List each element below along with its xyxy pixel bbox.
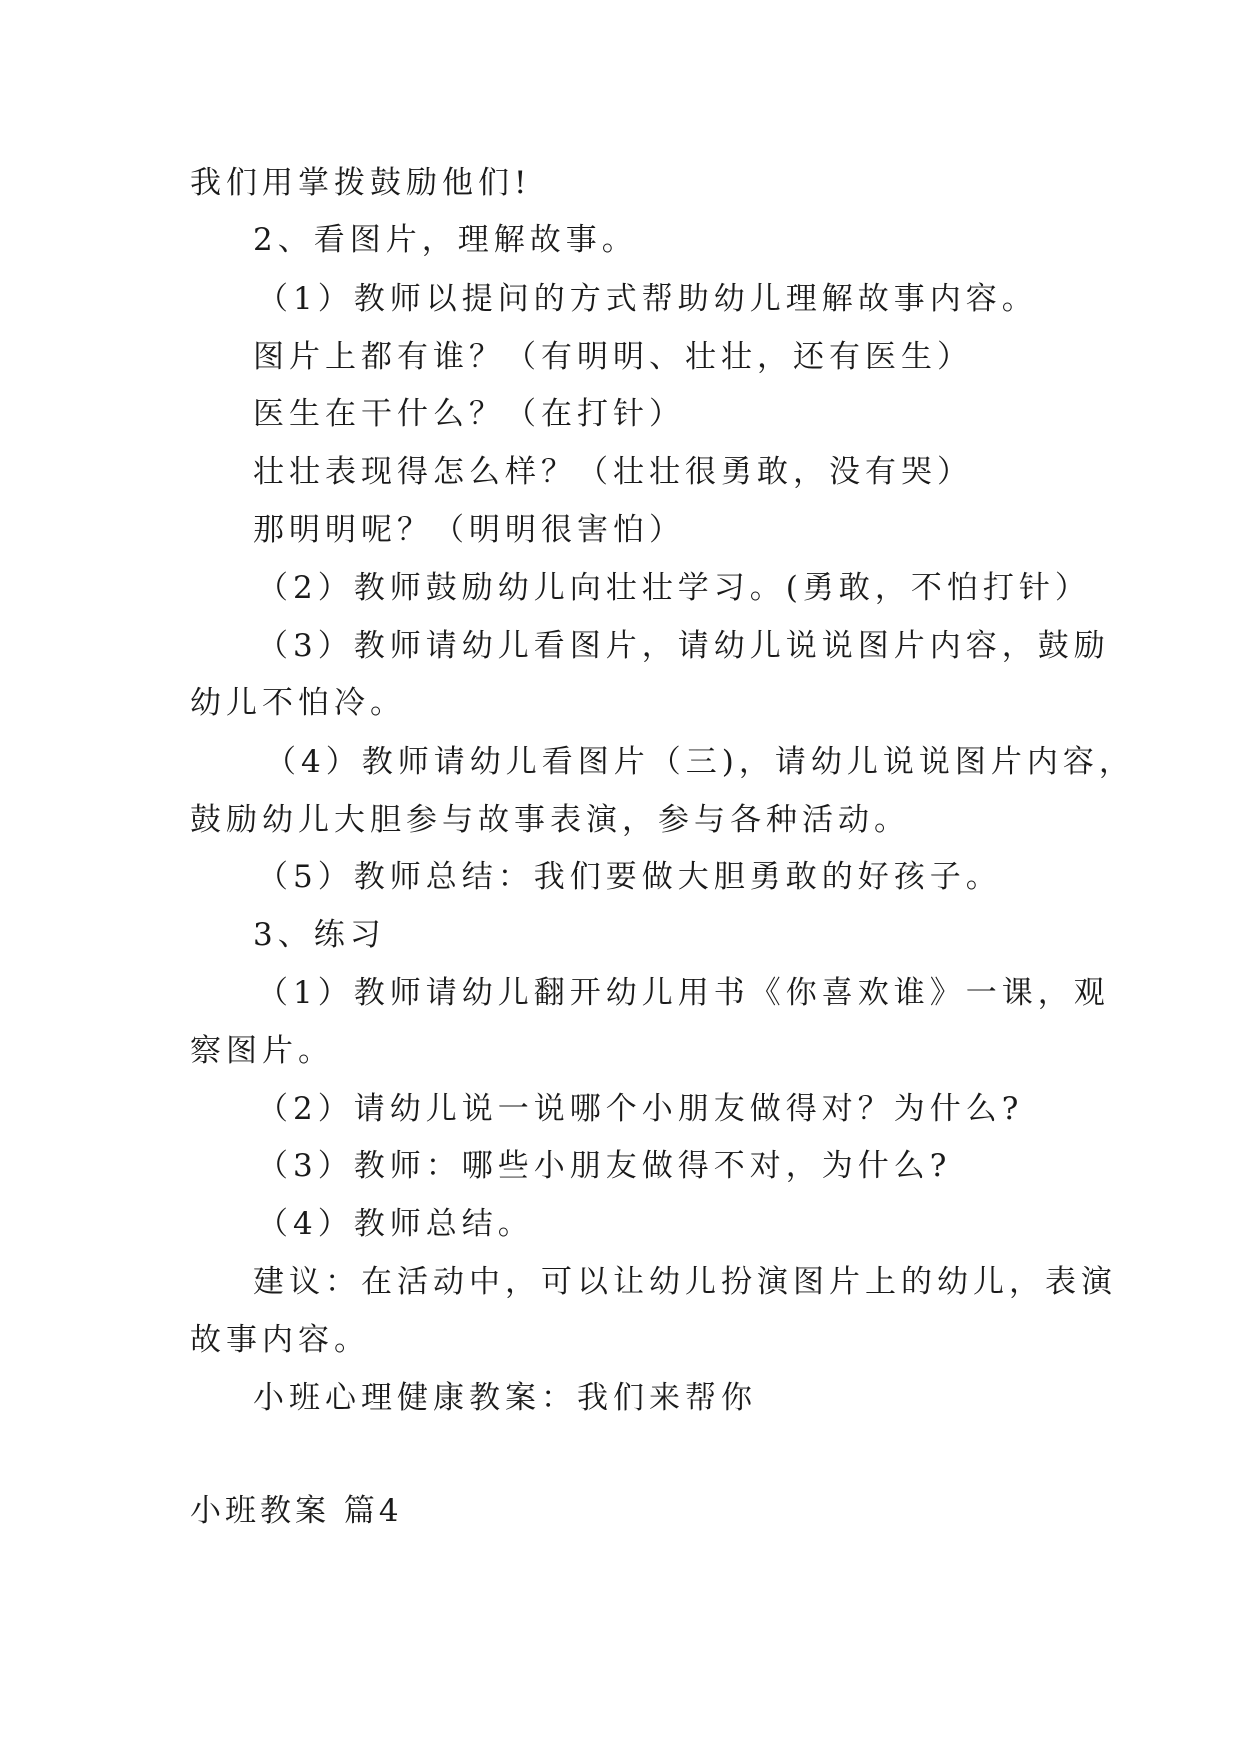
text-line-16: 察图片。 xyxy=(190,1033,334,1069)
section-heading: 小班教案 篇4 xyxy=(190,1493,403,1529)
text-line-5: 医生在干什么？（在打针） xyxy=(253,396,685,432)
text-line-7: 那明明呢？（明明很害怕） xyxy=(253,512,685,548)
text-line-17: （2）请幼儿说一说哪个小朋友做得对？为什么? xyxy=(257,1091,1024,1127)
text-line-21: 故事内容。 xyxy=(190,1322,370,1358)
text-line-9: （3）教师请幼儿看图片，请幼儿说说图片内容，鼓励 xyxy=(257,628,1110,664)
text-line-3: （1）教师以提问的方式帮助幼儿理解故事内容。 xyxy=(257,281,1038,317)
text-line-8: （2）教师鼓励幼儿向壮壮学习。(勇敢，不怕打针） xyxy=(257,570,1091,606)
text-line-2: 2、看图片，理解故事。 xyxy=(253,222,638,258)
text-line-6: 壮壮表现得怎么样？（壮壮很勇敢，没有哭） xyxy=(253,454,973,490)
text-line-11: （4）教师请幼儿看图片（三)，请幼儿说说图片内容， xyxy=(265,744,1135,780)
text-line-12: 鼓励幼儿大胆参与故事表演，参与各种活动。 xyxy=(190,802,910,838)
text-line-20: 建议：在活动中，可以让幼儿扮演图片上的幼儿，表演 xyxy=(253,1264,1117,1300)
text-line-13: （5）教师总结：我们要做大胆勇敢的好孩子。 xyxy=(257,859,1002,895)
text-line-10: 幼儿不怕冷。 xyxy=(190,685,406,721)
text-line-1: 我们用掌拨鼓励他们! xyxy=(190,165,532,201)
text-line-4: 图片上都有谁？（有明明、壮壮，还有医生） xyxy=(253,339,973,375)
text-line-18: （3）教师：哪些小朋友做得不对，为什么? xyxy=(257,1148,952,1184)
text-line-14: 3、练习 xyxy=(253,917,386,953)
text-line-22: 小班心理健康教案：我们来帮你 xyxy=(253,1380,757,1416)
text-line-19: （4）教师总结。 xyxy=(257,1206,534,1242)
text-line-15: （1）教师请幼儿翻开幼儿用书《你喜欢谁》一课，观 xyxy=(257,975,1110,1011)
